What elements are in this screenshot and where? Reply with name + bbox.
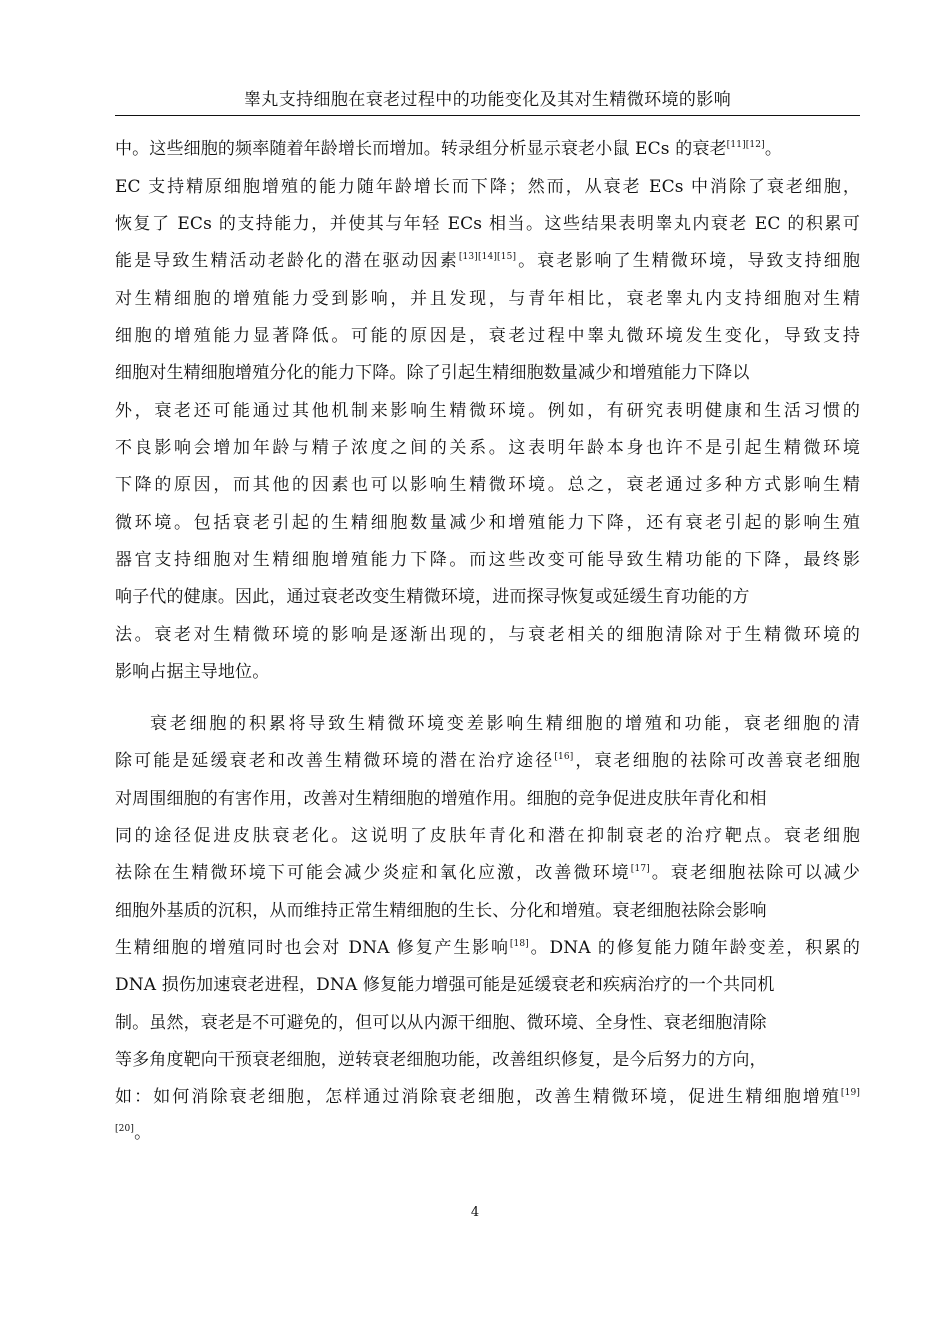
text-line: 恢复了 ECs 的支持能力，并使其与年轻 ECs 相当。这些结果表明睾丸内衰老 EC 的积累可: [115, 214, 860, 234]
text-line: 细胞的增殖能力显著降低。可能的原因是，衰老过程中睾丸微环境发生变化，导致支持: [115, 326, 860, 346]
text-line: 衰老细胞的积累将导致生精微环境变差影响生精细胞的增殖和功能，衰老细胞的清: [150, 714, 860, 734]
citation: [13][14][15]: [458, 252, 517, 262]
running-header: 睾丸支持细胞在衰老过程中的功能变化及其对生精微环境的影响: [115, 88, 860, 116]
text-line: 制。虽然，衰老是不可避免的，但可以从内源干细胞、微环境、全身性、衰老细胞清除: [115, 1013, 767, 1033]
text-line: 对周围细胞的有害作用，改善对生精细胞的增殖作用。细胞的竞争促进皮肤年青化和相: [115, 789, 767, 809]
citation: [19]: [840, 1088, 860, 1098]
citation: [17]: [630, 864, 650, 874]
text-line: 细胞外基质的沉积，从而维持正常生精细胞的生长、分化和增殖。衰老细胞祛除会影响: [115, 901, 767, 921]
text-line: 细胞对生精细胞增殖分化的能力下降。除了引起生精细胞数量减少和增殖能力下降以: [115, 363, 750, 383]
page-number: 4: [470, 1205, 480, 1220]
citation: [11][12]: [726, 140, 765, 150]
text-line: 影响占据主导地位。: [115, 662, 270, 682]
citation: [18]: [509, 939, 529, 949]
text-line: 能是导致生精活动老龄化的潜在驱动因素[13][14][15]。衰老影响了生精微环境，导致支持细胞: [115, 251, 861, 271]
text-line: 法。衰老对生精微环境的影响是逐渐出现的，与衰老相关的细胞清除对于生精微环境的: [115, 625, 860, 645]
text-line: DNA 损伤加速衰老进程，DNA 修复能力增强可能是延缓衰老和疾病治疗的一个共同机: [115, 975, 775, 995]
text-line: 器官支持细胞对生精细胞增殖能力下降。而这些改变可能导致生精功能的下降，最终影: [115, 550, 860, 570]
text-line: 如：如何消除衰老细胞，怎样通过消除衰老细胞，改善生精微环境，促进生精细胞增殖[19]: [115, 1087, 860, 1107]
text-line: 除可能是延缓衰老和改善生精微环境的潜在治疗途径[16]，衰老细胞的祛除可改善衰老细胞: [115, 751, 860, 771]
text-line: 生精细胞的增殖同时也会对 DNA 修复产生影响[18]。DNA 的修复能力随年龄变差，积累的: [115, 938, 860, 958]
text-line: 对生精细胞的增殖能力受到影响，并且发现，与青年相比，衰老睾丸内支持细胞对生精: [115, 289, 860, 309]
text-line: [20]。: [115, 1123, 152, 1143]
text-line: 外，衰老还可能通过其他机制来影响生精微环境。例如，有研究表明健康和生活习惯的: [115, 401, 860, 421]
text-line: EC 支持精原细胞增殖的能力随年龄增长而下降；然而，从衰老 ECs 中消除了衰老细胞，: [115, 177, 860, 197]
text-line: 祛除在生精微环境下可能会减少炎症和氧化应激，改善微环境[17]。衰老细胞祛除可以减少: [115, 863, 860, 883]
citation: [16]: [554, 752, 574, 762]
text-line: 下降的原因，而其他的因素也可以影响生精微环境。总之，衰老通过多种方式影响生精: [115, 475, 860, 495]
citation: [20]: [115, 1124, 135, 1134]
text-line: 响子代的健康。因此，通过衰老改变生精微环境，进而探寻恢复或延缓生育功能的方: [115, 587, 750, 607]
text-line: 微环境。包括衰老引起的生精细胞数量减少和增殖能力下降，还有衰老引起的影响生殖: [115, 513, 860, 533]
text-line: 不良影响会增加年龄与精子浓度之间的关系。这表明年龄本身也许不是引起生精微环境: [115, 438, 860, 458]
text-line: 等多角度靶向干预衰老细胞，逆转衰老细胞功能，改善组织修复，是今后努力的方向，: [115, 1050, 767, 1070]
text-line: 同的途径促进皮肤衰老化。这说明了皮肤年青化和潜在抑制衰老的治疗靶点。衰老细胞: [115, 826, 860, 846]
text-line: 中。这些细胞的频率随着年龄增长而增加。转录组分析显示衰老小鼠 ECs 的衰老[11][12]。: [115, 139, 782, 159]
